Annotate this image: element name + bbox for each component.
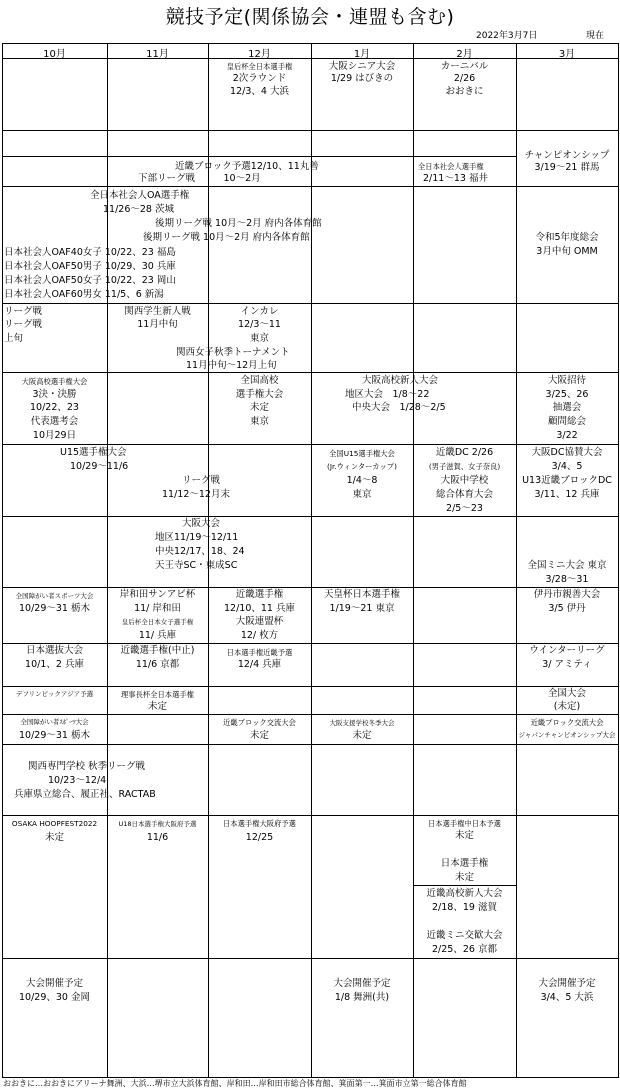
event-u18-osaka-qualifier: U18日本選手権大阪府予選 <box>118 820 197 828</box>
event-kinki-cancelled: 近畿選手権(中止) <box>120 645 195 656</box>
event-planned-mar: 大会開催予定 <box>538 978 596 989</box>
event-text: 中央12/17、18、24 <box>155 546 245 557</box>
event-planned-jan: 大会開催予定 <box>333 978 391 989</box>
month-header-mar: 3月 <box>558 49 576 60</box>
event-text: 東京 <box>249 333 269 344</box>
event-kinki-block-exchange-mar: 近畿ブロック交流大会 <box>530 718 604 727</box>
event-kinki-block-qualifier: 近畿ブロック予選12/10、11丸善 <box>175 161 319 172</box>
event-text: 1/29 はびきの <box>330 73 394 84</box>
event-empress-cup-women: 皇后杯全日本女子選手権 <box>121 618 194 626</box>
event-text: 未定 <box>147 701 167 712</box>
event-text: 11/6 京都 <box>135 659 180 670</box>
event-text: 未定 <box>249 402 269 413</box>
event-kansai-student-rookie: 関西学生新人戦 <box>124 306 191 317</box>
event-chairman-cup: 理事長杯全日本選手権 <box>121 690 194 699</box>
event-text: 3決・決勝 <box>32 389 77 400</box>
event-league: リーグ戦 <box>182 475 221 486</box>
event-text: 10/29～31 栃木 <box>19 730 90 741</box>
event-osaka-senior: 大阪シニア大会 <box>328 61 396 72</box>
event-oa-championship: 全日本社会人OA選手権 <box>90 190 190 201</box>
event-text: 選手権大会 <box>235 389 284 400</box>
event-japan-champ-kinki-qualifier: 日本選手権近畿予選 <box>226 648 293 657</box>
event-text: 3/22 <box>556 430 578 441</box>
event-japan-champ-central-qualifier: 日本選手権中日本予選 <box>428 819 501 828</box>
event-text: 11/26～28 茨城 <box>103 204 174 215</box>
event-text: 天王寺SC・東成SC <box>155 560 238 571</box>
event-national-disability-sports: 全国障がい者スポーツ大会 <box>15 592 94 600</box>
event-osaka-support-school: 大阪支援学校冬季大会 <box>329 719 395 727</box>
event-text: 10/22、23 <box>30 402 79 413</box>
venue-legend: おおきに…おおきにアリーナ舞洲、大浜…堺市立大浜体育館、岸和田…岸和田市総合体育館、箕面第一…箕面市立第一総合体育館 <box>3 1079 467 1088</box>
event-oaf50-men: 日本社会人OAF50男子 10/29、30 兵庫 <box>4 261 176 272</box>
month-header-feb: 2月 <box>456 49 473 60</box>
event-kansai-vocational-league: 関西専門学校 秋季リーグ戦 <box>28 761 146 772</box>
event-text: 11/12～12月末 <box>162 489 230 500</box>
as-of-date: 2022年3月7日 <box>476 31 538 41</box>
event-text: 総合体育大会 <box>435 489 493 500</box>
event-oaf50-women: 日本社会人OAF50女子 10/22、23 岡山 <box>4 275 176 286</box>
event-text: 2/18、19 滋賀 <box>432 902 497 913</box>
event-league: リーグ戦 <box>4 306 43 317</box>
event-text: 3/5 伊丹 <box>548 603 586 614</box>
event-text: 1/8 舞洲(共) <box>334 992 390 1003</box>
event-text: 2/26 <box>453 73 476 84</box>
month-header-nov: 11月 <box>146 49 169 60</box>
event-osaka-hs-rookie: 大阪高校新人大会 <box>362 375 439 386</box>
event-text: 10/29～11/6 <box>70 461 129 472</box>
event-kansai-women-autumn: 関西女子秋季トーナメント <box>176 347 290 358</box>
event-text: 顧問総会 <box>547 416 586 427</box>
event-text: 3/ アミティ <box>542 659 592 670</box>
event-text: 11/ 兵庫 <box>138 630 177 641</box>
event-text: 12/10、11 兵庫 <box>224 603 295 614</box>
event-text: 11月中旬～12月上旬 <box>186 360 277 371</box>
event-osaka-hoopfest: OSAKA HOOPFEST2022 <box>11 819 98 828</box>
event-japan-champ-osaka-qualifier: 日本選手権大阪府予選 <box>223 819 296 828</box>
event-osaka-tournament: 大阪大会 <box>182 518 221 529</box>
event-text: 12/3～11 <box>238 319 281 330</box>
event-kinki-dc: 近畿DC 2/26 <box>435 447 494 458</box>
event-text: 3/4、5 大浜 <box>540 992 594 1003</box>
event-text: 東京 <box>249 416 269 427</box>
event-kinki-championship: 近畿選手権 <box>235 589 284 600</box>
event-text: 3/11、12 兵庫 <box>534 489 600 500</box>
event-text: 10/23～12/4 <box>48 775 107 786</box>
event-all-japan-workers: 全日本社会人選手権 <box>418 162 484 171</box>
event-text: 12/ 枚方 <box>240 630 279 641</box>
event-oaf40-women: 日本社会人OAF40女子 10/22、23 福島 <box>4 247 176 258</box>
event-lower-league: 下部リーグ戦 10～2月 <box>138 173 261 184</box>
event-japan-selection: 日本選抜大会 <box>25 645 83 656</box>
event-text: 未定 <box>454 830 474 841</box>
event-text: 11/ 岸和田 <box>134 603 181 614</box>
event-u15-championship: U15選手権大会 <box>60 447 127 458</box>
event-intercollegiate: インカレ <box>240 306 279 317</box>
event-kishiwada-sanabi-cup: 岸和田サンアビ杯 <box>119 589 196 600</box>
event-text: 10/1、2 兵庫 <box>25 659 84 670</box>
event-text: 中央大会 1/28～2/5 <box>352 402 446 413</box>
event-kinki-block-exchange: 近畿ブロック交流大会 <box>223 718 296 727</box>
event-empress-cup-2nd: 皇后杯全日本選手権 <box>226 62 293 71</box>
month-header-oct: 10月 <box>43 49 66 60</box>
event-planned-oct: 大会開催予定 <box>25 978 83 989</box>
event-text: 10/29、30 金岡 <box>19 992 90 1003</box>
event-national-disability-sports-2: 全国障がい者ｽﾎﾟｰﾂ大会 <box>20 718 89 726</box>
event-text: 東京 <box>352 489 372 500</box>
event-text: 2/11～13 福井 <box>423 173 488 184</box>
event-text: 代表選考会 <box>30 416 79 427</box>
event-osaka-jhs: 大阪中学校 <box>440 475 489 486</box>
event-late-league-1: 後期リーグ戦 10月～2月 府内各体育館 <box>155 218 322 229</box>
event-osaka-hs-championship: 大阪高校選手権大会 <box>21 377 88 386</box>
event-text: (Jr.ウィンターカップ) <box>327 462 397 471</box>
page-title: 競技予定(関係協会・連盟も含む) <box>165 6 455 28</box>
event-osaka-federation-cup: 大阪連盟杯 <box>235 616 284 627</box>
month-header-dec: 12月 <box>248 49 271 60</box>
event-text: 11/6 <box>146 832 169 843</box>
event-text: 地区大会 1/8～22 <box>345 389 430 400</box>
event-text: 未定 <box>249 730 269 741</box>
month-header-jan: 1月 <box>353 49 371 60</box>
event-text: 1/4～8 <box>346 475 378 486</box>
event-text: 未定 <box>352 730 372 741</box>
event-national-hs: 全国高校 <box>240 375 279 386</box>
event-championship: チャンピオンシップ <box>524 150 610 161</box>
event-emperor-cup: 天皇杯日本選手権 <box>323 589 400 600</box>
event-general-meeting: 令和5年度総会 <box>535 232 599 243</box>
event-national-mini: 全国ミニ大会 東京 <box>527 560 607 571</box>
event-text: おおきに <box>445 86 484 97</box>
event-osaka-invitational: 大阪招待 <box>547 375 586 386</box>
event-osaka-dc: 大阪DC協賛大会 <box>531 447 603 458</box>
event-national-u15: 全国U15選手権大会 <box>329 449 395 458</box>
event-deaflympics-asia: デフリンピックアジア予選 <box>15 690 94 698</box>
event-text: 3/25、26 <box>545 389 589 400</box>
event-u13-kinki-dc: U13近畿ブロックDC <box>522 475 612 486</box>
event-text: 2/25、26 京都 <box>432 944 497 955</box>
event-national-tournament: 全国大会 <box>547 688 586 699</box>
event-text: 12/4 兵庫 <box>237 659 282 670</box>
event-kinki-hs-rookie: 近畿高校新人大会 <box>426 888 503 899</box>
event-text: 3/4、5 <box>551 461 583 472</box>
event-text: 10月29日 <box>32 430 77 441</box>
event-text: 11月中旬 <box>137 319 178 330</box>
event-kinki-mini-exchange: 近畿ミニ交歓大会 <box>426 930 503 941</box>
event-winter-league: ウインターリーグ <box>529 645 605 656</box>
event-text: 兵庫県立総合、履正社、RACTAB <box>14 789 156 800</box>
event-japan-championship: 日本選手権 <box>440 858 489 869</box>
event-text: 3/28～31 <box>545 574 589 585</box>
as-of-suffix: 現在 <box>586 31 605 41</box>
event-text: (未定) <box>553 701 581 712</box>
event-text: 12/3、4 大浜 <box>230 86 289 97</box>
event-text: 10/29～31 栃木 <box>19 603 90 614</box>
event-late-league-2: 後期リーグ戦 10月～2月 府内各体育館 <box>143 232 310 243</box>
event-text: 1/19～21 東京 <box>329 603 395 614</box>
event-text: 12/25 <box>245 832 274 843</box>
event-text: 3/19～21 群馬 <box>534 162 600 173</box>
event-text: 3月中旬 OMM <box>536 246 598 257</box>
event-text: 上旬 <box>4 333 24 344</box>
event-league: リーグ戦 <box>4 319 43 330</box>
event-text: 2/5～23 <box>446 503 483 514</box>
event-text: 地区11/19～12/11 <box>155 532 239 543</box>
event-japan-championship-tournament: ジャパンチャンピオンシップ大会 <box>518 731 616 739</box>
event-text: 抽選会 <box>552 402 582 413</box>
event-oaf60: 日本社会人OAF60男女 11/5、6 新潟 <box>4 289 164 300</box>
event-text: (男子滋賀、女子奈良) <box>428 462 501 471</box>
event-itami-friendship: 伊丹市親善大会 <box>533 589 601 600</box>
event-text: 2次ラウンド <box>232 73 287 84</box>
event-carnival: カーニバル <box>440 61 489 72</box>
event-text: 未定 <box>44 832 64 843</box>
event-text: 未定 <box>454 872 474 883</box>
